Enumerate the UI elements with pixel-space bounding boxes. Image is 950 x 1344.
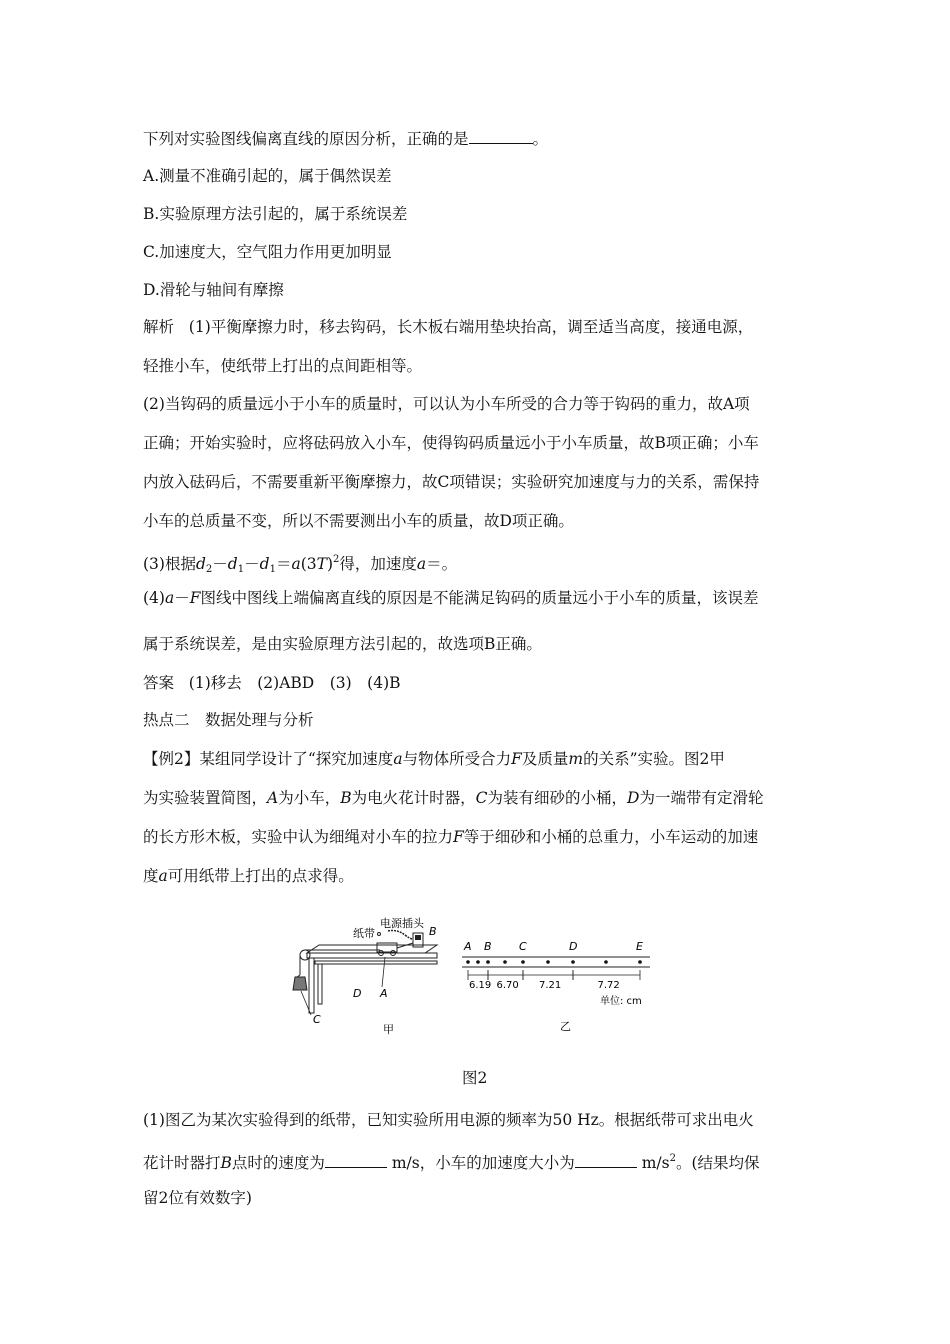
example-l3a: 的长方形木板，实验中认为细绳对小车的拉力 [143, 828, 454, 846]
option-a: A.测量不准确引起的，属于偶然误差 [143, 167, 392, 185]
p4-mid: － [174, 589, 190, 607]
example-D: D [627, 789, 640, 807]
p3-b: 得，加速度 [339, 555, 417, 573]
example-B: B [340, 789, 352, 807]
var-F: F [511, 750, 522, 768]
question-stem-end: 。 [532, 130, 549, 148]
p3-sub1b: 1 [269, 564, 276, 575]
tape-label: 纸带 [353, 927, 375, 940]
example-C: C [475, 789, 488, 807]
tape-segments [468, 970, 640, 991]
p3-a-var: a [291, 555, 301, 573]
example-A: A [267, 789, 279, 807]
tape-point-label: E [636, 940, 643, 953]
p3-minus2: － [244, 555, 260, 573]
label-yi: 乙 [560, 1020, 571, 1033]
apparatus-diagram [285, 915, 455, 1035]
sub1-line3: 留2位有效数字) [143, 1189, 252, 1207]
board-edge [307, 953, 437, 958]
segment-length-label: 7.72 [597, 980, 620, 991]
example-line4 [143, 866, 354, 886]
tape-dot [571, 960, 575, 964]
example-l2a: 为实验装置简图， [143, 789, 268, 807]
answer-blank [469, 129, 533, 144]
table-edge [315, 961, 437, 964]
question-stem [143, 129, 548, 149]
tape-dots [466, 960, 642, 964]
analysis-label: 解析 [143, 318, 175, 336]
option-b: B.实验原理方法引起的，属于系统误差 [143, 205, 408, 223]
example-l2c: 为电火花计时器， [351, 789, 476, 807]
sub1-l2e: 。(结果均保 [675, 1154, 760, 1172]
example-l2b: 为小车， [278, 789, 341, 807]
segment-length-label: 7.21 [539, 980, 562, 991]
tape-dot [546, 960, 550, 964]
p3-d: d [195, 555, 206, 573]
figure-caption: 图2 [462, 1069, 488, 1087]
sub1-line1: (1)图乙为某次实验得到的纸带，已知实验所用电源的频率为50 Hz。根据纸带可求出电火 [143, 1111, 754, 1129]
p3-a: (3)根据 [143, 555, 196, 573]
analysis-p1-line1 [143, 317, 753, 337]
tape-pointer [378, 933, 381, 936]
velocity-blank [325, 1153, 387, 1168]
p3-a-var2: a [416, 555, 427, 573]
example-l4a: 度 [143, 867, 159, 885]
tape-point-label: C [519, 940, 527, 953]
sub1-l2a: 花计时器打 [143, 1154, 221, 1172]
unit-label: 单位: cm [600, 996, 642, 1007]
tape-dot [476, 960, 480, 964]
p3-sq: 2 [333, 554, 340, 565]
p3-d2: d [227, 555, 238, 573]
example-l1d: 的关系”实验。图2甲 [583, 750, 725, 768]
bucket [293, 977, 307, 990]
plug-label: 电源插头 [380, 917, 424, 930]
var-a: a [393, 750, 403, 768]
analysis-p4-line1 [143, 588, 759, 608]
tape-point-label: D [569, 940, 578, 953]
analysis-p2-line2: 正确；开始实验时，应将砝码放入小车，使得钩码质量远小于小车质量，故B项正确；小车 [143, 434, 759, 452]
tape-dot [604, 960, 608, 964]
p3-sub1: 1 [237, 564, 245, 575]
p4-prefix: (4) [143, 589, 165, 607]
option-c: C.加速度大，空气阻力作用更加明显 [143, 243, 392, 261]
p3-T: T [316, 555, 327, 573]
sub1-line2 [143, 1149, 760, 1173]
analysis-p2-line1: (2)当钩码的质量远小于小车的质量时，可以认为小车所受的合力等于钩码的重力，故A项 [143, 395, 750, 413]
board-top [307, 945, 437, 953]
answer-label: 答案 [143, 674, 175, 692]
example-l1a: 某组同学设计了“探究加速度 [199, 750, 394, 768]
tape-diagram [460, 930, 660, 1035]
sub1-l2b: 点时的速度为 [231, 1154, 325, 1172]
p4-F: F [189, 589, 201, 607]
example-l3F: F [453, 828, 464, 846]
answer-text: (1)移去 (2)ABD (3) (4)B [188, 674, 401, 692]
label-C: C [313, 1013, 321, 1026]
sub1-l2c: m/s，小车的加速度大小为 [391, 1154, 575, 1172]
example-l2e: 为一端带有定滑轮 [639, 789, 764, 807]
p3-d3: d [259, 555, 270, 573]
segment-length-label: 6.19 [469, 980, 492, 991]
sub1-l2d: m/s [641, 1154, 670, 1172]
label-D: D [353, 987, 362, 1000]
p4-a: a [164, 589, 175, 607]
p3-eq: ＝ [275, 555, 292, 573]
p3-sub2: 2 [205, 564, 213, 575]
analysis-p1-line2: 轻推小车，使纸带上打出的点间距相等。 [143, 357, 423, 375]
p3-paren-open: (3 [300, 555, 317, 573]
example-line3 [143, 827, 758, 847]
tape-dot [503, 960, 507, 964]
acceleration-blank [575, 1153, 637, 1168]
power-cord [388, 931, 413, 940]
example-tag: 【例2】 [143, 750, 200, 768]
section-title: 热点二 数据处理与分析 [143, 711, 314, 729]
p3-c: ＝。 [426, 555, 458, 573]
sub1-sq: 2 [669, 1153, 676, 1164]
tape-dot [638, 960, 642, 964]
question-stem-text: 下列对实验图线偏离直线的原因分析，正确的是 [143, 130, 469, 148]
tape-dot [466, 960, 470, 964]
example-l4b: 可用纸带上打出的点求得。 [167, 867, 354, 885]
label-jia: 甲 [383, 1023, 394, 1035]
analysis-p2-line3: 内放入砝码后，不需要重新平衡摩擦力，故C项错误；实验研究加速度与力的关系，需保持 [143, 473, 760, 491]
analysis-p4-line2: 属于系统误差，是由实验原理方法引起的，故选项B正确。 [143, 635, 542, 653]
tape-point-label: B [484, 940, 492, 953]
example-l1c: 及质量 [521, 750, 569, 768]
analysis-p1-l1: (1)平衡摩擦力时，移去钩码，长木板右端用垫块抬高，调至适当高度，接通电源， [188, 318, 754, 336]
analysis-p3 [143, 550, 457, 580]
analysis-p2-line4: 小车的总质量不变，所以不需要测出小车的质量，故D项正确。 [143, 512, 574, 530]
label-B: B [429, 925, 437, 938]
tape-labels [463, 940, 643, 953]
sub1-B: B [220, 1154, 232, 1172]
example-l3b: 等于细砂和小桶的总重力，小车运动的加速 [463, 828, 759, 846]
example-line1 [143, 749, 725, 769]
tape-dot [486, 960, 490, 964]
tape-point-label: A [464, 940, 472, 953]
table-leg-back [318, 964, 322, 1004]
answer-line [143, 673, 401, 693]
var-m: m [568, 750, 584, 768]
label-A: A [380, 987, 388, 1000]
option-d: D.滑轮与轴间有摩擦 [143, 281, 284, 299]
example-l1b: 与物体所受合力 [402, 750, 512, 768]
table-leg-front [309, 958, 314, 1013]
p3-minus1: － [212, 555, 228, 573]
tape-dot [521, 960, 525, 964]
pulley [300, 950, 310, 960]
spark-timer-face [415, 935, 421, 940]
example-l4var: a [158, 867, 168, 885]
segment-length-label: 6.70 [496, 980, 519, 991]
p3-paren-close: ) [326, 555, 334, 573]
p4-b: 图线中图线上端偏离直线的原因是不能满足钩码的质量远小于小车的质量，该误差 [200, 589, 759, 607]
example-l2d: 为装有细砂的小桶， [487, 789, 628, 807]
example-line2 [143, 788, 763, 808]
